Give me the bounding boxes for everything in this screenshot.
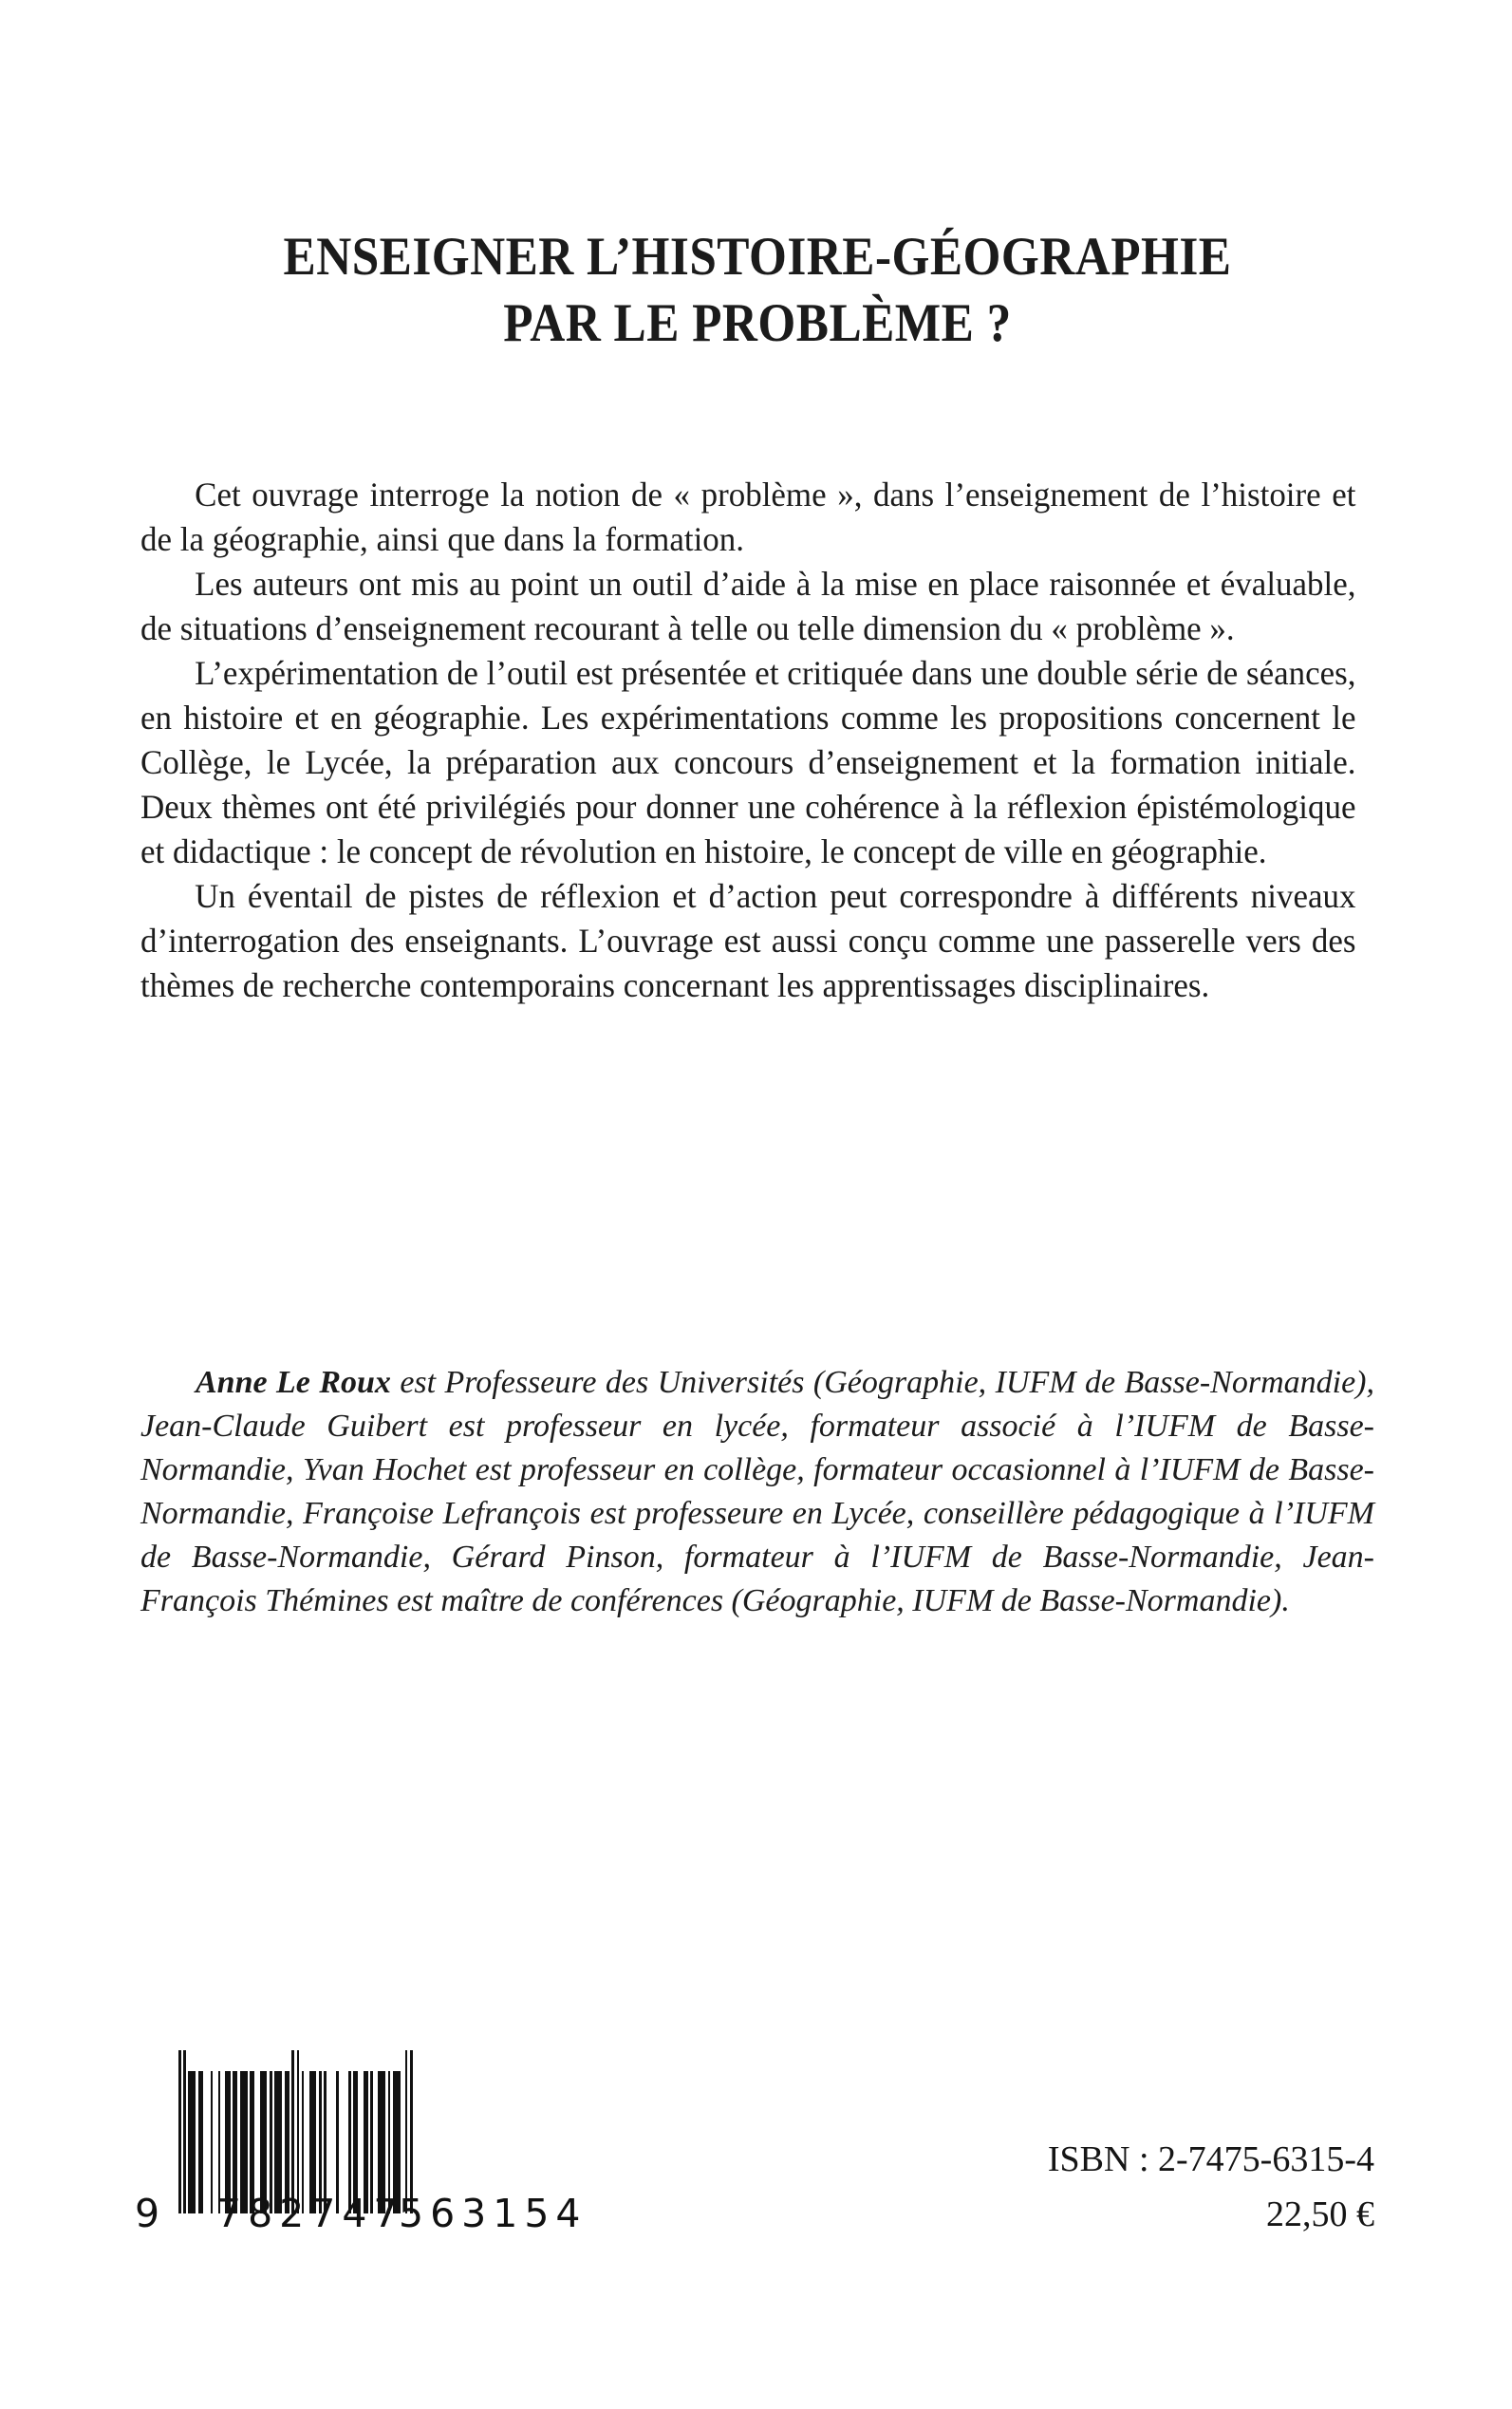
barcode	[135, 2071, 588, 2236]
page-title	[140, 224, 1374, 357]
barcode-digits	[135, 2191, 588, 2236]
author-bio	[140, 1361, 1374, 1623]
barcode-bar	[410, 2050, 413, 2213]
title-line-2: PAR LE PROBLÈME ?	[503, 293, 1012, 353]
blurb-paragraph: Cet ouvrage interroge la notion de « problème », dans l’enseignement de l’histoire et de la géographie, ainsi que dans la formation.	[140, 476, 1356, 558]
author-bio-paragraph	[140, 1361, 1374, 1623]
blurb-paragraph: Un éventail de pistes de réflexion et d’action peut correspondre à différents niveaux d’interrogation des enseignants. L’ouvrage est aussi conçu comme une passerelle vers des thèmes de recherche contemporains concernant les apprentissages disciplinaires.	[140, 877, 1356, 1004]
isbn-text: ISBN : 2-7475-6315-4	[1047, 2139, 1374, 2179]
barcode-left-group: 782747	[216, 2191, 405, 2236]
blurb-paragraph: L’expérimentation de l’outil est présentée et critiquée dans une double série de séances, en histoire et en géographie. Les expérimentations comme les propositions concernent le Collège, le Lycée, la préparation aux concours d’enseignement et la formation initiale. Deux thèmes ont été privilégiés pour donner une cohérence à la réflexion épistémologique et didactique : le concept de révolution en histoire, le concept de ville en géographie.	[140, 654, 1356, 870]
barcode-lead-digit: 9	[135, 2191, 161, 2236]
isbn-price-block	[1048, 2132, 1374, 2242]
author-bio-body: est Professeure des Universités (Géographie, IUFM de Basse-Normandie), Jean-Claude Guibert est professeur en lycée, formateur associé à l’IUFM de Basse-Normandie, Yvan Hochet est professeur en collège, formateur occasionnel à l’IUFM de Basse-Normandie, Françoise Lefrançois est professeure en Lycée, conseillère pédagogique à l’IUFM de Basse-Normandie, Gérard Pinson, formateur à l’IUFM de Basse-Normandie, Jean-François Thémines est maître de conférences (Géographie, IUFM de Basse-Normandie).	[140, 1365, 1374, 1618]
title-line-1: ENSEIGNER L’HISTOIRE-GÉOGRAPHIE	[283, 227, 1232, 287]
lead-author-name: Anne Le Roux	[196, 1365, 391, 1400]
footer	[0, 2069, 1512, 2344]
blurb-text	[140, 473, 1374, 1008]
blurb-paragraph: Les auteurs ont mis au point un outil d’aide à la mise en place raisonnée et évaluable, de situations d’enseignement recourant à telle ou telle dimension du « problème ».	[140, 565, 1356, 647]
barcode-right-group: 563154	[399, 2191, 588, 2236]
price-text: 22,50 €	[1266, 2194, 1374, 2234]
